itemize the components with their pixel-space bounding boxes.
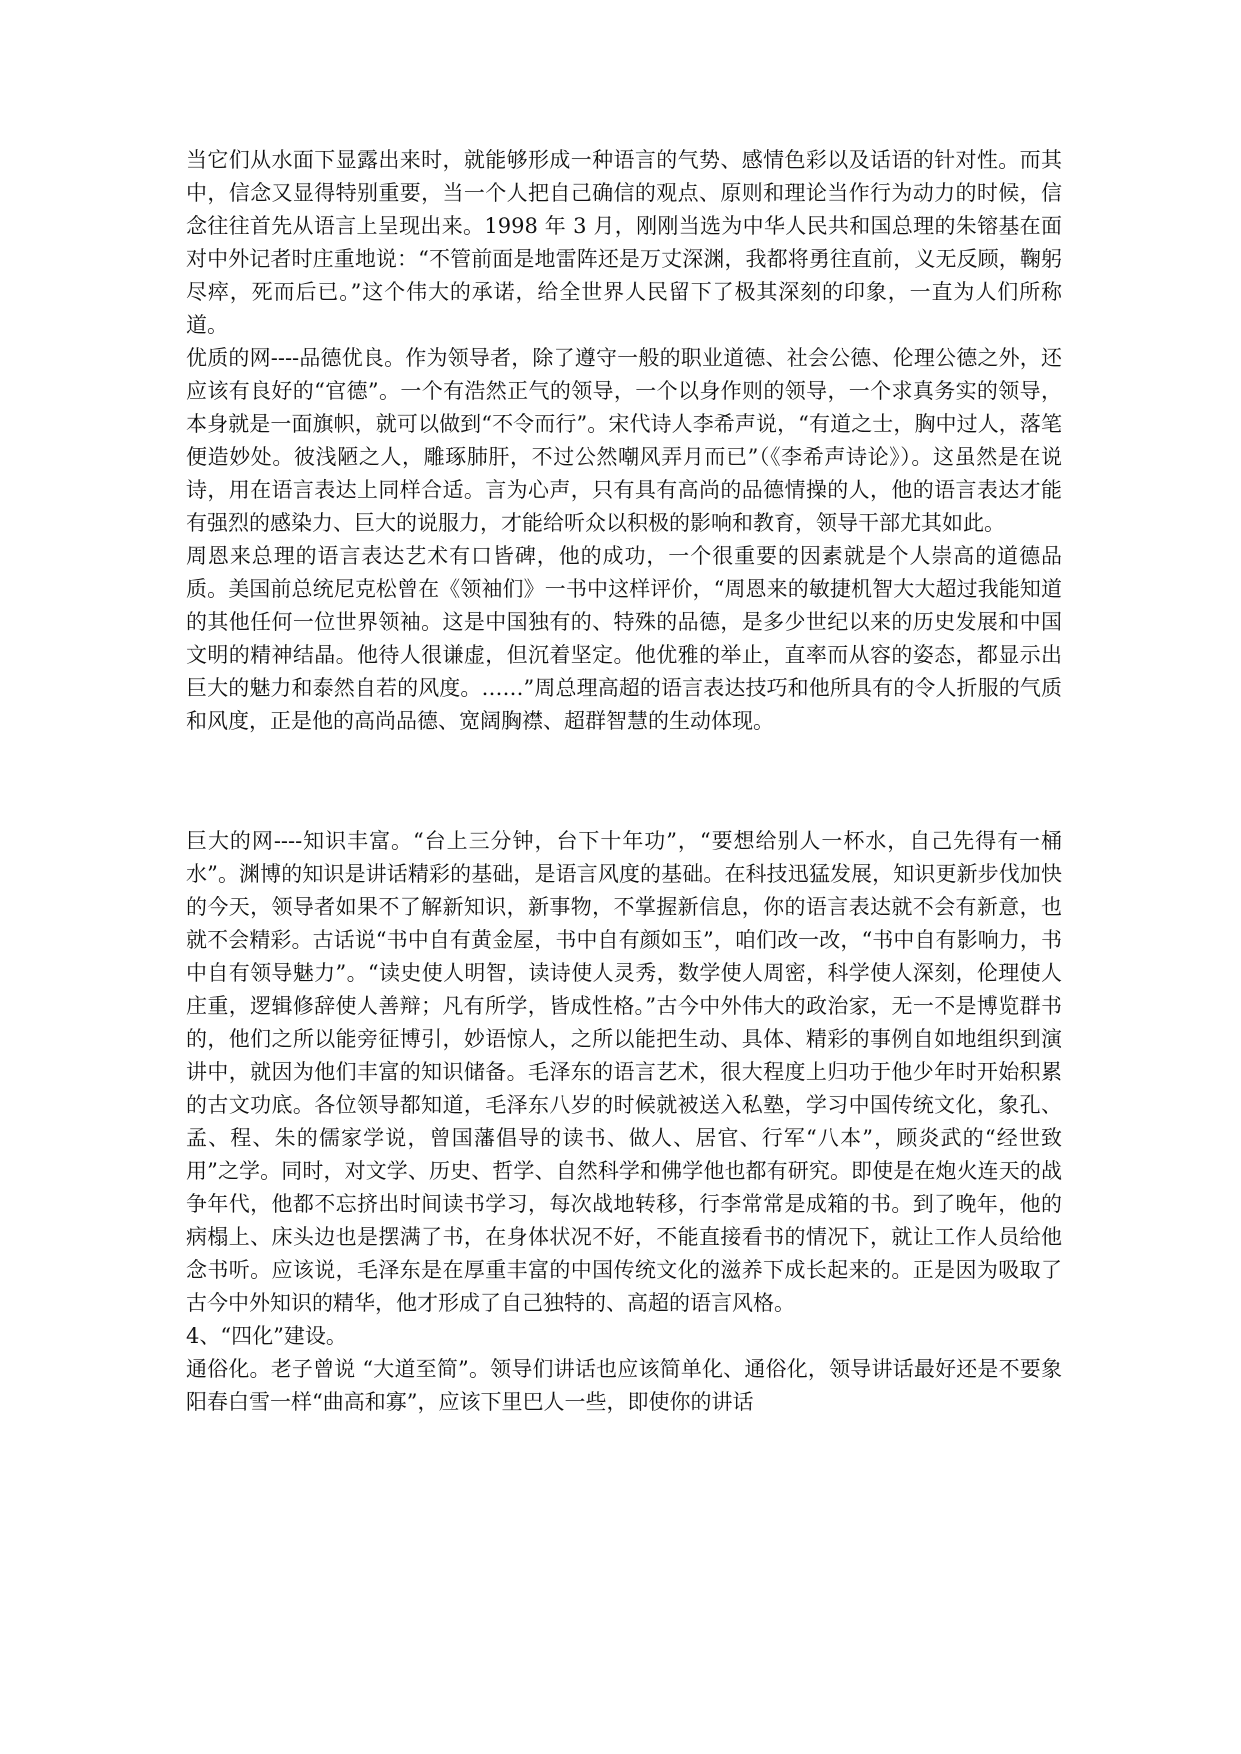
paragraph-zhou-enlai: 周恩来总理的语言表达艺术有口皆碑，他的成功，一个很重要的因素就是个人崇高的道德品质。美国前总统尼克松曾在《领袖们》一书中这样评价，“周恩来的敏捷机智大大超过我能知道的其他任何一位世界领袖。这是中国独有的、特殊的品德，是多少世纪以来的历史发展和中国文明的精神结晶。他待人很谦虚，但沉着坚定。他优雅的举止，直率而从容的姿态，都显示出巨大的魅力和泰然自若的风度。……”周总理高超的语言表达技巧和他所具有的令人折服的气质和风度，正是他的高尚品德、宽阔胸襟、超群智慧的生动体现。	[186, 544, 1062, 733]
section-heading-four-modernizations: 4、“四化”建设。	[186, 1324, 347, 1348]
paragraph-popularization: 通俗化。老子曾说 “大道至简”。领导们讲话也应该简单化、通俗化，领导讲话最好还是不要象阳春白雪一样“曲高和寡”，应该下里巴人一些，即使你的讲话	[186, 1357, 1062, 1414]
page-gap	[186, 738, 1062, 825]
paragraph-good-character: 优质的网----品德优良。作为领导者，除了遵守一般的职业道德、社会公德、伦理公德之外，还应该有良好的“官德”。一个有浩然正气的领导，一个以身作则的领导，一个求真务实的领导，本身就是一面旗帜，就可以做到“不令而行”。宋代诗人李希声说，“有道之士，胸中过人，落笔便造妙处。彼浅陋之人，雕琢肺肝，不过公然嘲风弄月而已”（《李希声诗论》）。这虽然是在说诗，用在语言表达上同样合适。言为心声，只有具有高尚的品德情操的人，他的语言表达才能有强烈的感染力、巨大的说服力，才能给听众以积极的影响和教育，领导干部尤其如此。	[186, 346, 1062, 535]
paragraph-rich-knowledge: 巨大的网----知识丰富。“台上三分钟，台下十年功”，“要想给别人一杯水，自己先得有一桶水”。渊博的知识是讲话精彩的基础，是语言风度的基础。在科技迅猛发展，知识更新步伐加快的今天，领导者如果不了解新知识，新事物，不掌握新信息，你的语言表达就不会有新意，也就不会精彩。古话说“书中自有黄金屋，书中自有颜如玉”，咱们改一改，“书中自有影响力，书中自有领导魅力”。“读史使人明智，读诗使人灵秀，数学使人周密，科学使人深刻，伦理使人庄重，逻辑修辞使人善辩；凡有所学，皆成性格。”古今中外伟大的政治家，无一不是博览群书的，他们之所以能旁征博引，妙语惊人，之所以能把生动、具体、精彩的事例自如地组织到演讲中，就因为他们丰富的知识储备。毛泽东的语言艺术，很大程度上归功于他少年时开始积累的古文功底。各位领导都知道，毛泽东八岁的时候就被送入私塾，学习中国传统文化，象孔、孟、程、朱的儒家学说，曾国藩倡导的读书、做人、居官、行军“八本”，顾炎武的“经世致用”之学。同时，对文学、历史、哲学、自然科学和佛学他也都有研究。即使是在炮火连天的战争年代，他都不忘挤出时间读书学习，每次战地转移，行李常常是成箱的书。到了晚年，他的病榻上、床头边也是摆满了书，在身体状况不好，不能直接看书的情况下，就让工作人员给他念书听。应该说，毛泽东是在厚重丰富的中国传统文化的滋养下成长起来的。正是因为吸取了古今中外知识的精华，他才形成了自己独特的、高超的语言风格。	[186, 829, 1062, 1315]
paragraph-faith-speech: 当它们从水面下显露出来时，就能够形成一种语言的气势、感情色彩以及话语的针对性。而其中，信念又显得特别重要，当一个人把自己确信的观点、原则和理论当作行为动力的时候，信念往往首先从语言上呈现出来。1998 年 3 月，刚刚当选为中华人民共和国总理的朱镕基在面对中外记者时庄重地说：“不管前面是地雷阵还是万丈深渊，我都将勇往直前，义无反顾，鞠躬尽瘁，死而后已。”这个伟大的承诺，给全世界人民留下了极其深刻的印象，一直为人们所称道。	[186, 148, 1062, 337]
document-body	[186, 144, 1062, 1419]
